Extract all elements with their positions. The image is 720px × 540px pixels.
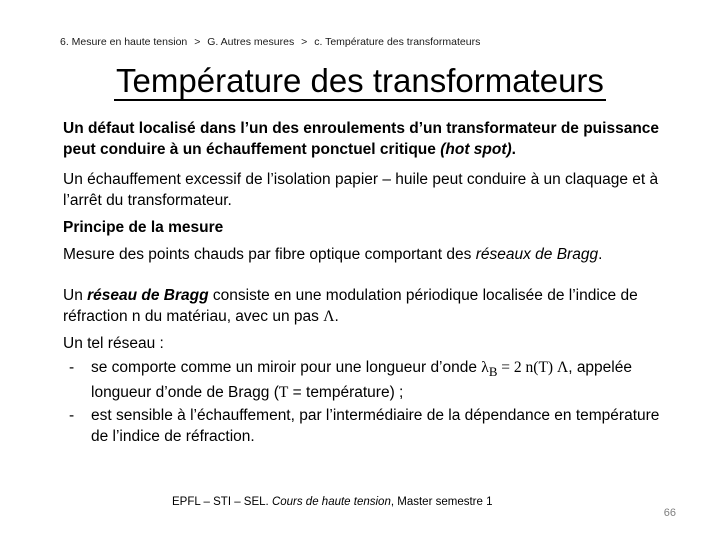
- breadcrumb-separator: >: [194, 36, 201, 48]
- bragg-text: consiste en une modulation périodique localisée de l’indice de réfraction n du matériau, avec un pas: [63, 287, 638, 325]
- lambda-char: λ: [481, 359, 489, 376]
- item1-end: = température) ;: [288, 384, 404, 402]
- bragg-term: réseau de Bragg: [87, 287, 209, 304]
- item1-text: se comporte comme un miroir pour une longueur d’onde: [91, 359, 482, 376]
- lambda-symbol: Λ: [323, 308, 335, 325]
- footer: [172, 496, 492, 508]
- bragg-end: .: [334, 308, 339, 325]
- lambda-subscript: B: [488, 364, 498, 380]
- breadcrumb-part-1: 6. Mesure en haute tension: [60, 36, 188, 48]
- measurement-end: .: [598, 246, 603, 263]
- footer-course: Cours de haute tension: [271, 496, 391, 508]
- intro-text: Un défaut localisé dans l’un des enroulements d’un transformateur de puissance peut conduire à un échauffement ponctuel critique: [63, 120, 660, 158]
- bragg-start: Un: [63, 287, 88, 304]
- footer-left: EPFL – STI – SEL.: [172, 496, 272, 508]
- breadcrumb: [60, 36, 480, 48]
- list-item: [69, 405, 673, 447]
- breadcrumb-part-2: G. Autres mesures: [207, 36, 295, 48]
- property-list: [63, 357, 673, 447]
- breadcrumb-separator: >: [301, 36, 308, 48]
- temperature-symbol: T: [278, 384, 289, 402]
- breadcrumb-part-3: c. Température des transformateurs: [314, 36, 481, 48]
- measurement-italic: réseaux de Bragg: [475, 246, 599, 263]
- intro-paragraph: [63, 118, 673, 160]
- intro-end: .: [511, 141, 516, 158]
- slide-body: [63, 118, 673, 449]
- principle-heading: Principe de la mesure: [63, 219, 224, 236]
- bragg-formula: = 2 n(T) Λ: [497, 359, 569, 376]
- dash-bullet: -: [69, 407, 75, 425]
- item2-text: est sensible à l’échauffement, par l’intermédiaire de la dépendance en température de l’indice de réfraction.: [91, 407, 660, 446]
- intro-italic: (hot spot): [440, 141, 512, 158]
- list-item: [69, 357, 673, 403]
- item1-mid: , appelée longueur d’onde de Bragg (: [91, 359, 632, 402]
- slide-title-container: [0, 62, 720, 100]
- measurement-text: Mesure des points chauds par fibre optique comportant des: [63, 246, 476, 263]
- slide-title: Température des transformateurs: [116, 62, 604, 99]
- measurement-paragraph: [63, 244, 673, 265]
- bragg-definition-paragraph: [63, 285, 673, 327]
- network-paragraph: Un tel réseau :: [63, 335, 164, 352]
- page-number: 66: [663, 507, 676, 519]
- footer-right: , Master semestre 1: [390, 496, 493, 508]
- dash-bullet: -: [69, 359, 75, 376]
- lambda-b-symbol: [481, 359, 569, 380]
- insulation-paragraph: Un échauffement excessif de l’isolation papier – huile peut conduire à un claquage et à l’arrêt du transformateur.: [63, 171, 659, 209]
